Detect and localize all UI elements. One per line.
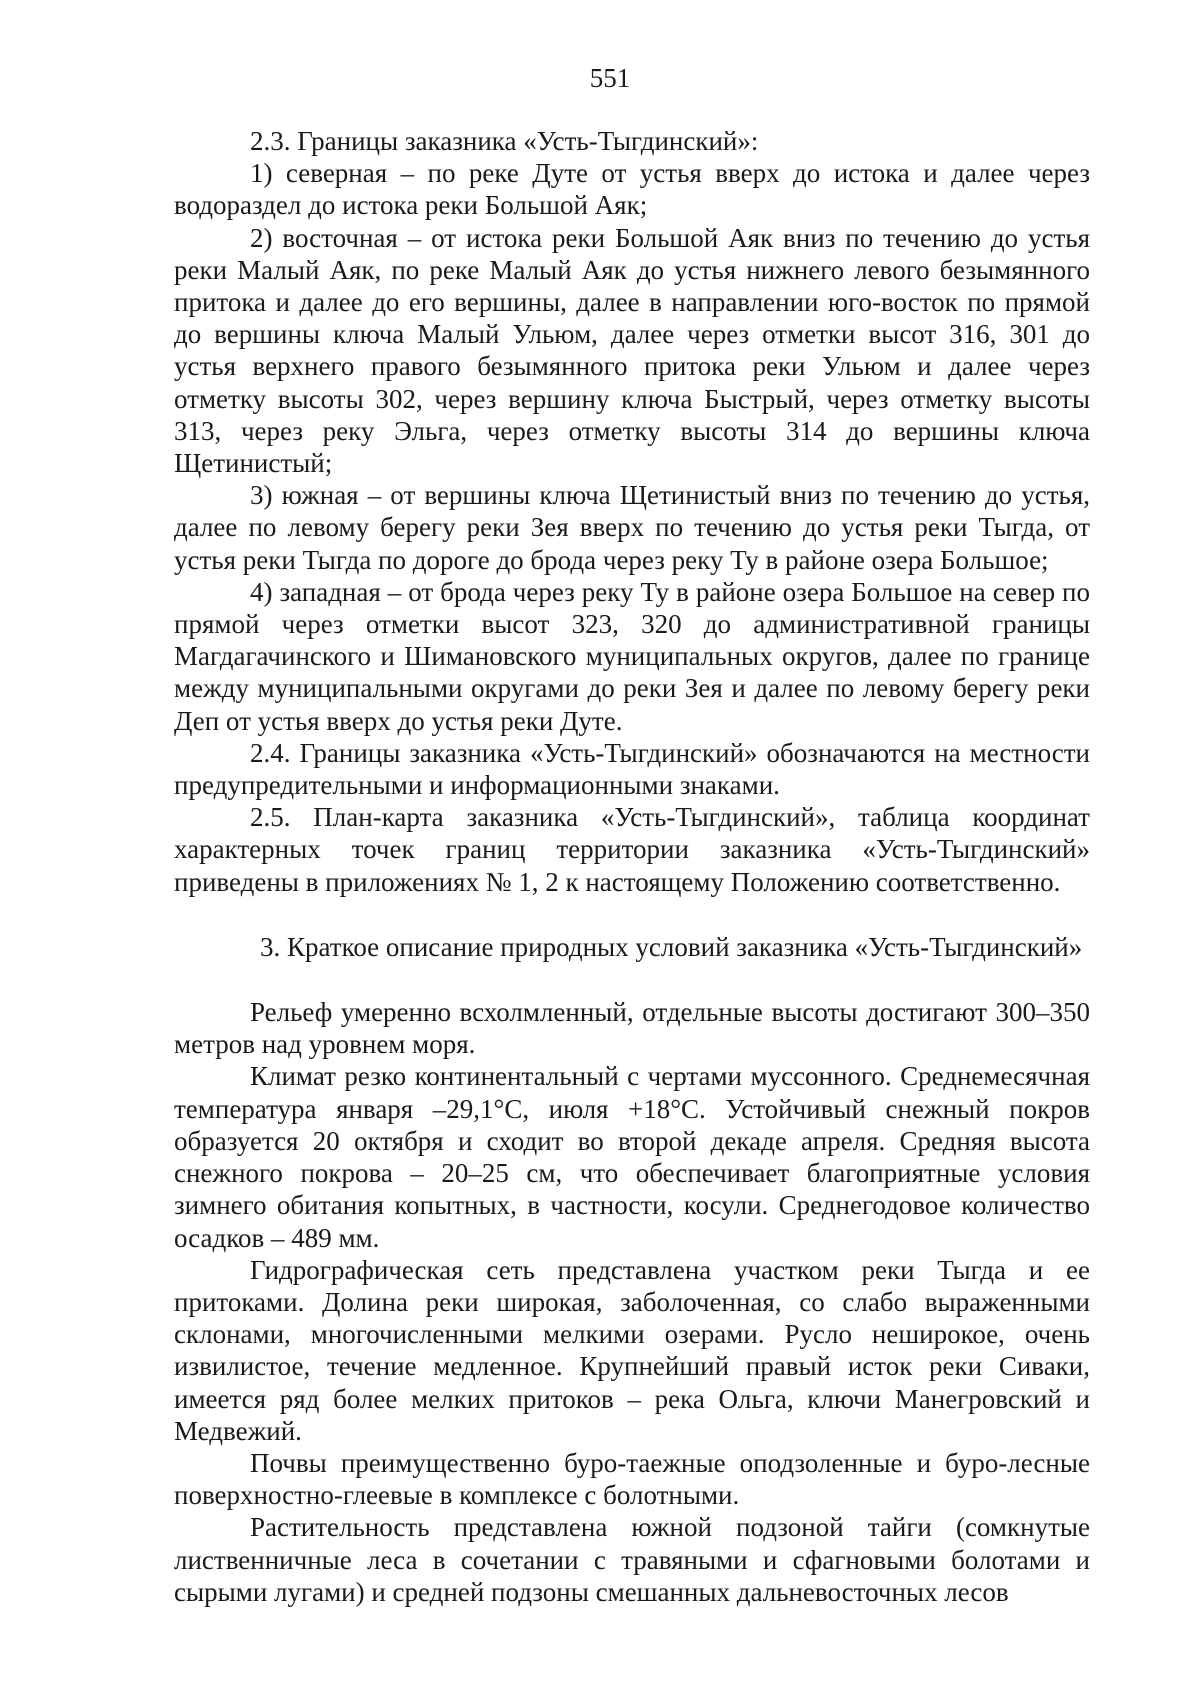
paragraph-soils: Почвы преимущественно буро-таежные оподзоленные и буро-лесные поверхностно-глеевые в комплексе с болотными. bbox=[174, 1447, 1090, 1511]
paragraph-boundary-signs: 2.4. Границы заказника «Усть-Тыгдинский» обозначаются на местности предупредительными и информационными знаками. bbox=[174, 737, 1090, 801]
paragraph-eastern-boundary: 2) восточная – от истока реки Большой Аяк вниз по течению до устья реки Малый Аяк, по реке Малый Аяк до устья нижнего левого безымянного притока и далее до его вершины, далее в направлении юго-восток по прямой до вершины ключа Малый Ульюм, далее через отметки высот 316, 301 до устья верхнего правого безымянного притока реки Ульюм и далее через отметку высоты 302, через вершину ключа Быстрый, через отметку высоты 313, через реку Эльга, через отметку высоты 314 до вершины ключа Щетинистый; bbox=[174, 222, 1090, 479]
paragraph-western-boundary: 4) западная – от брода через реку Ту в районе озера Большое на север по прямой через отметки высот 323, 320 до административной границы Магдагачинского и Шимановского муниципальных округов, далее по границе между муниципальными округами до реки Зея и далее по левому берегу реки Деп от устья вверх до устья реки Дуте. bbox=[174, 576, 1090, 736]
paragraph-boundaries-heading: 2.3. Границы заказника «Усть-Тыгдинский»: bbox=[250, 126, 759, 156]
paragraph-northern-boundary: 1) северная – по реке Дуте от устья вверх до истока и далее через водораздел до истока реки Большой Аяк; bbox=[174, 158, 1090, 221]
paragraph-map-appendix: 2.5. План-карта заказника «Усть-Тыгдинский», таблица координат характерных точек границ территории заказника «Усть-Тыгдинский» приведены в приложениях № 1, 2 к настоящему Положению соответственно. bbox=[174, 802, 1090, 897]
page-number: 551 bbox=[589, 63, 631, 93]
document-body bbox=[174, 125, 1090, 1608]
paragraph-hydrography: Гидрографическая сеть представлена участком реки Тыгда и ее притоками. Долина реки широкая, заболоченная, со слабо выраженными склонами, многочисленными мелкими озерами. Русло неширокое, очень извилистое, течение медленное. Крупнейший правый исток реки Сиваки, имеется ряд более мелких притоков – река Ольга, ключи Манегровский и Медвежий. bbox=[174, 1254, 1090, 1446]
paragraph-southern-boundary: 3) южная – от вершины ключа Щетинистый вниз по течению до устья, далее по левому берегу реки Зея вверх по течению до устья реки Тыгда, от устья реки Тыгда по дороге до брода через реку Ту в районе озера Большое; bbox=[174, 480, 1090, 575]
paragraph-relief: Рельеф умеренно всхолмленный, отдельные высоты достигают 300–350 метров над уровнем моря. bbox=[174, 997, 1090, 1060]
section-heading: 3. Краткое описание природных условий заказника «Усть-Тыгдинский» bbox=[260, 931, 1083, 962]
paragraph-vegetation: Растительность представлена южной подзоной тайги (сомкнутые лиственничные леса в сочетании с травяными и сфагновыми болотами и сырыми лугами) и средней подзоны смешанных дальневосточных лесов bbox=[174, 1512, 1090, 1607]
paragraph-climate: Климат резко континентальный с чертами муссонного. Среднемесячная температура января –29,1°С, июля +18°С. Устойчивый снежный покров образуется 20 октября и сходит во второй декаде апреля. Средняя высота снежного покрова – 20–25 см, что обеспечивает благоприятные условия зимнего обитания копытных, в частности, косули. Среднегодовое количество осадков – 489 мм. bbox=[174, 1061, 1090, 1253]
